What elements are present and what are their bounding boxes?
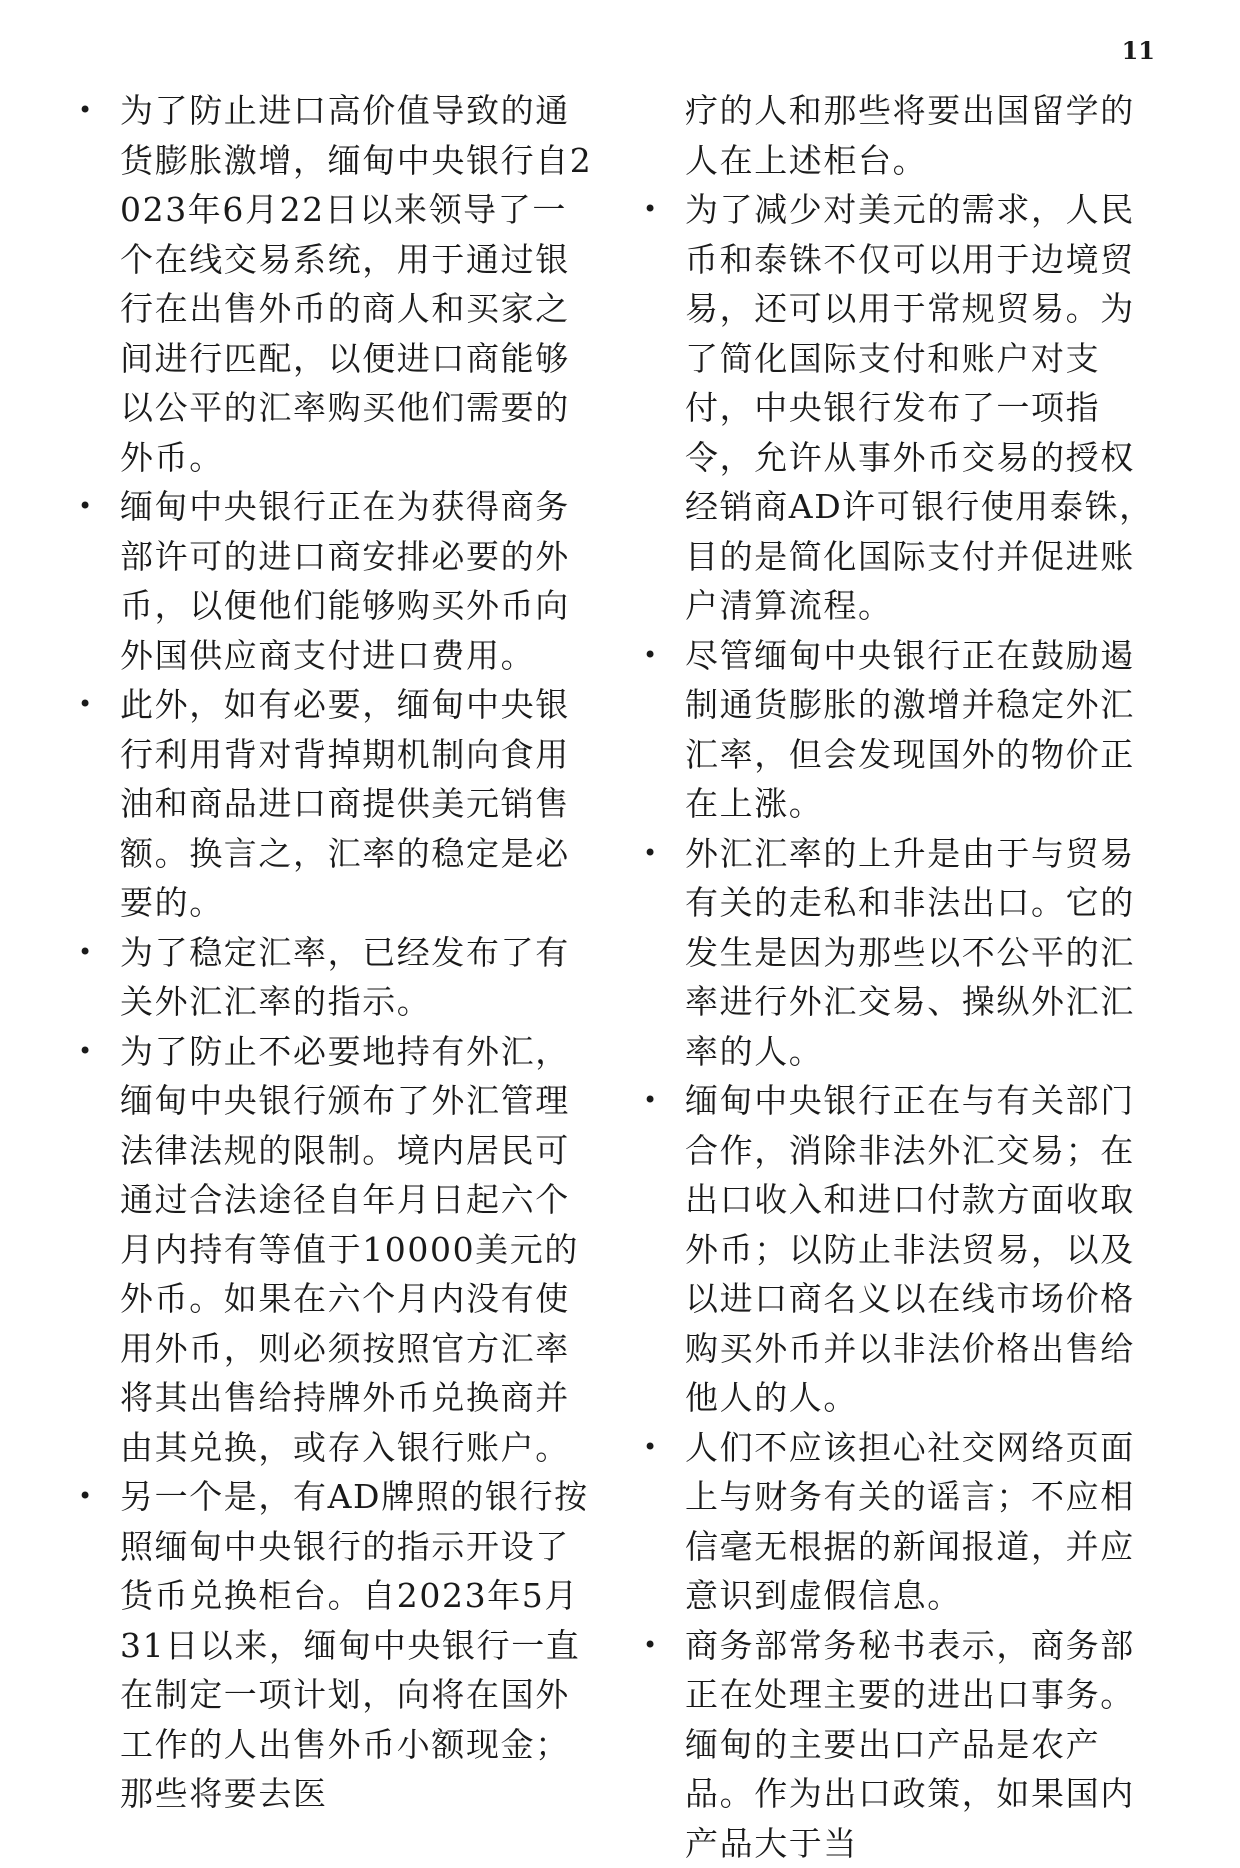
list-item-text: 疗的人和那些将要出国留学的人在上述柜台。 [685, 91, 1135, 180]
bullet-icon: • [643, 1076, 659, 1126]
right-bullet-list [635, 86, 1165, 1868]
list-item-text: 人们不应该担心社交网络页面上与财务有关的谣言；不应相信毫无根据的新闻报道，并应意识到虚假信息。 [685, 1428, 1135, 1616]
bullet-icon: • [643, 1423, 659, 1473]
list-item-text: 为了防止进口高价值导致的通货膨胀激增，缅甸中央银行自2023年6月22日以来领导了一个在线交易系统，用于通过银行在出售外币的商人和买家之间进行匹配，以便进口商能够以公平的汇率购买他们需要的外币。 [120, 91, 592, 477]
list-item [70, 482, 600, 680]
list-item-text: 商务部常务秘书表示，商务部正在处理主要的进出口事务。缅甸的主要出口产品是农产品。作为出口政策，如果国内产品大于当 [685, 1626, 1135, 1863]
bullet-icon: • [78, 482, 94, 532]
list-item [635, 185, 1165, 631]
bullet-icon: • [78, 928, 94, 978]
bullet-icon: • [643, 1621, 659, 1671]
bullet-icon: • [643, 185, 659, 235]
page-number: 11 [1122, 36, 1155, 65]
list-item-text: 外汇汇率的上升是由于与贸易有关的走私和非法出口。它的发生是因为那些以不公平的汇率进行外汇交易、操纵外汇汇率的人。 [685, 834, 1135, 1071]
list-item [635, 1076, 1165, 1423]
list-item-text: 缅甸中央银行正在与有关部门合作，消除非法外汇交易；在出口收入和进口付款方面收取外币；以防止非法贸易，以及以进口商名义以在线市场价格购买外币并以非法价格出售给他人的人。 [685, 1081, 1135, 1417]
bullet-icon: • [643, 631, 659, 681]
left-bullet-list [70, 86, 600, 1819]
list-item-text: 另一个是，有AD牌照的银行按照缅甸中央银行的指示开设了货币兑换柜台。自2023年5月31日以来，缅甸中央银行一直在制定一项计划，向将在国外工作的人出售外币小额现金；那些将要去医 [120, 1477, 589, 1813]
list-item [70, 928, 600, 1027]
list-item-text: 为了减少对美元的需求，人民币和泰铢不仅可以用于边境贸易，还可以用于常规贸易。为了简化国际支付和账户对支付，中央银行发布了一项指令，允许从事外币交易的授权经销商AD许可银行使用泰铢，目的是简化国际支付并促进账户清算流程。 [685, 190, 1154, 625]
list-item [635, 829, 1165, 1077]
list-item [70, 680, 600, 928]
list-item-text: 尽管缅甸中央银行正在鼓励遏制通货膨胀的激增并稳定外汇汇率，但会发现国外的物价正在上涨。 [685, 636, 1135, 824]
right-column [635, 86, 1165, 1868]
list-item [70, 1472, 600, 1819]
bullet-icon: • [78, 86, 94, 136]
list-item-text: 此外，如有必要，缅甸中央银行利用背对背掉期机制向食用油和商品进口商提供美元销售额。换言之，汇率的稳定是必要的。 [120, 685, 570, 922]
list-item-text: 缅甸中央银行正在为获得商务部许可的进口商安排必要的外币，以便他们能够购买外币向外国供应商支付进口费用。 [120, 487, 570, 675]
list-item [635, 1423, 1165, 1621]
list-item-continuation [635, 86, 1165, 185]
list-item [70, 1027, 600, 1473]
bullet-icon: • [78, 680, 94, 730]
left-column [70, 86, 600, 1819]
bullet-icon: • [643, 829, 659, 879]
list-item-text: 为了防止不必要地持有外汇，缅甸中央银行颁布了外汇管理法律法规的限制。境内居民可通过合法途径自年月日起六个月内持有等值于10000美元的外币。如果在六个月内没有使用外币，则必须按照官方汇率将其出售给持牌外币兑换商并由其兑换，或存入银行账户。 [120, 1032, 579, 1467]
list-item [635, 631, 1165, 829]
list-item [635, 1621, 1165, 1868]
bullet-icon: • [78, 1472, 94, 1522]
list-item-text: 为了稳定汇率，已经发布了有关外汇汇率的指示。 [120, 933, 570, 1022]
bullet-icon: • [78, 1027, 94, 1077]
list-item [70, 86, 600, 482]
